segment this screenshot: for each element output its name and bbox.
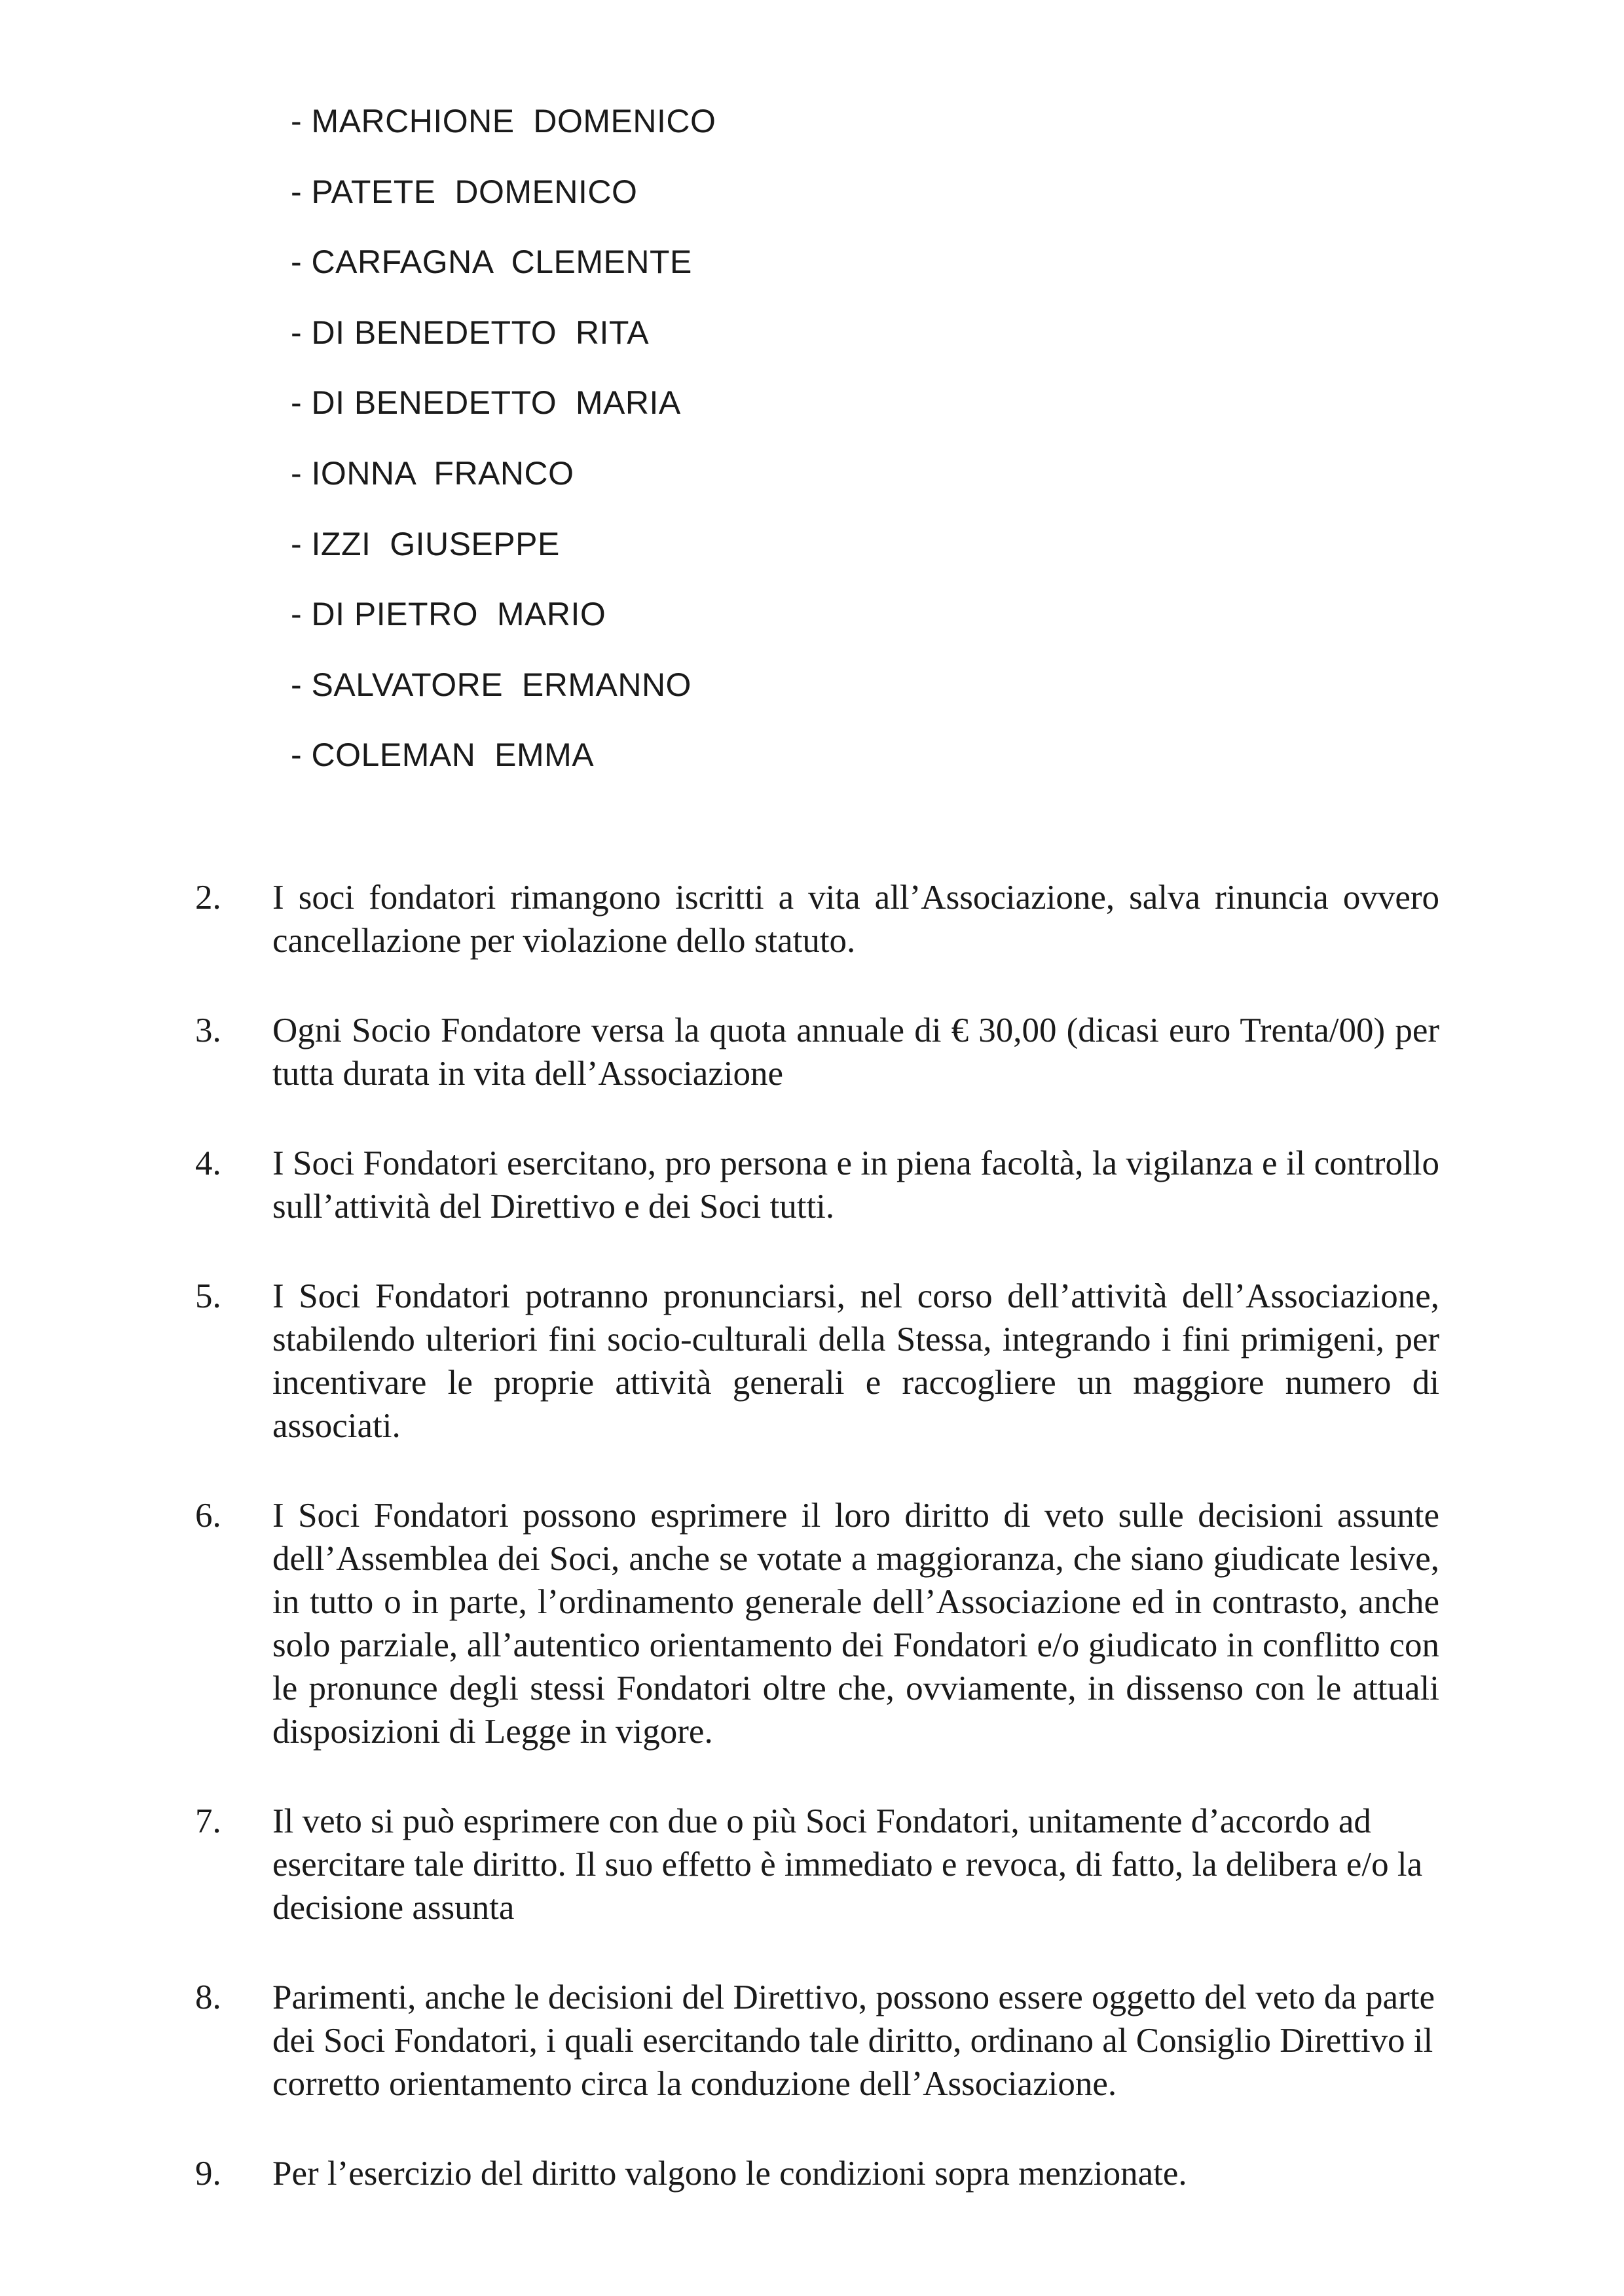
- clause-text: I Soci Fondatori potranno pronunciarsi, nel corso dell’attività dell’Associazione, stabilendo ulteriori fini socio-culturali della Stessa, integrando i fini primigeni, per incentivare le proprie attività generali e raccogliere un maggiore numero di associati.: [272, 1277, 1439, 1445]
- clause-number: 7.: [195, 1802, 221, 1840]
- clause-text: Ogni Socio Fondatore versa la quota annuale di € 30,00 (dicasi euro Trenta/00) per tutta durata in vita dell’Associazione: [272, 1011, 1439, 1093]
- founding-member: - IONNA FRANCO: [291, 454, 574, 492]
- founding-members-list: [291, 98, 716, 803]
- clause-number: 6.: [195, 1497, 221, 1535]
- clause-number: 2.: [195, 879, 221, 917]
- founding-member: - DI BENEDETTO RITA: [291, 314, 650, 351]
- clause-number: 3.: [195, 1011, 221, 1049]
- clause-text: I Soci Fondatori possono esprimere il loro diritto di veto sulle decisioni assunte dell’Assemblea dei Soci, anche se votate a maggioranza, che siano giudicate lesive, in tutto o in parte, l’ordinamento generale dell’Associazione ed in contrasto, anche solo parziale, all’autentico orientamento dei Fondatori e/o giudicato in conflitto con le pronunce degli stessi Fondatori oltre che, ovviamente, in dissenso con le attuali disposizioni di Legge in vigore.: [272, 1497, 1439, 1751]
- clause-text: I soci fondatori rimangono iscritti a vita all’Associazione, salva rinuncia ovvero cancellazione per violazione dello statuto.: [272, 879, 1439, 960]
- clause-number: 8.: [195, 1978, 221, 2016]
- clause-9: [195, 2152, 1439, 2195]
- founding-member: - SALVATORE ERMANNO: [291, 666, 692, 703]
- clause-8: [195, 1976, 1439, 2105]
- clause-text: Parimenti, anche le decisioni del Direttivo, possono essere oggetto del veto da parte dei Soci Fondatori, i quali esercitando tale diritto, ordinano al Consiglio Direttivo il corretto orientamento circa la conduzione dell’Associazione.: [272, 1978, 1435, 2103]
- statute-clauses: [195, 876, 1439, 2242]
- clause-text: Per l’esercizio del diritto valgono le condizioni sopra menzionate.: [272, 2155, 1187, 2193]
- founding-member: - DI PIETRO MARIO: [291, 596, 606, 633]
- founding-member: - PATETE DOMENICO: [291, 173, 638, 210]
- founding-member: - MARCHIONE DOMENICO: [291, 103, 716, 139]
- founding-member: - COLEMAN EMMA: [291, 737, 595, 774]
- clause-number: 4.: [195, 1144, 221, 1182]
- clause-2: [195, 876, 1439, 962]
- clause-6: [195, 1494, 1439, 1753]
- clause-text: Il veto si può esprimere con due o più Soci Fondatori, unitamente d’accordo ad esercitare tale diritto. Il suo effetto è immediato e revoca, di fatto, la delibera e/o la decisione assunta: [272, 1802, 1423, 1927]
- founding-member: - IZZI GIUSEPPE: [291, 525, 560, 562]
- clause-text: I Soci Fondatori esercitano, pro persona e in piena facoltà, la vigilanza e il controllo sull’attività del Direttivo e dei Soci tutti.: [272, 1144, 1439, 1226]
- clause-3: [195, 1009, 1439, 1095]
- clause-number: 9.: [195, 2155, 221, 2193]
- founding-member: - DI BENEDETTO MARIA: [291, 384, 681, 422]
- founding-member: - CARFAGNA CLEMENTE: [291, 244, 692, 281]
- clause-5: [195, 1275, 1439, 1448]
- clause-7: [195, 1800, 1439, 1929]
- clause-number: 5.: [195, 1277, 221, 1315]
- clause-4: [195, 1142, 1439, 1228]
